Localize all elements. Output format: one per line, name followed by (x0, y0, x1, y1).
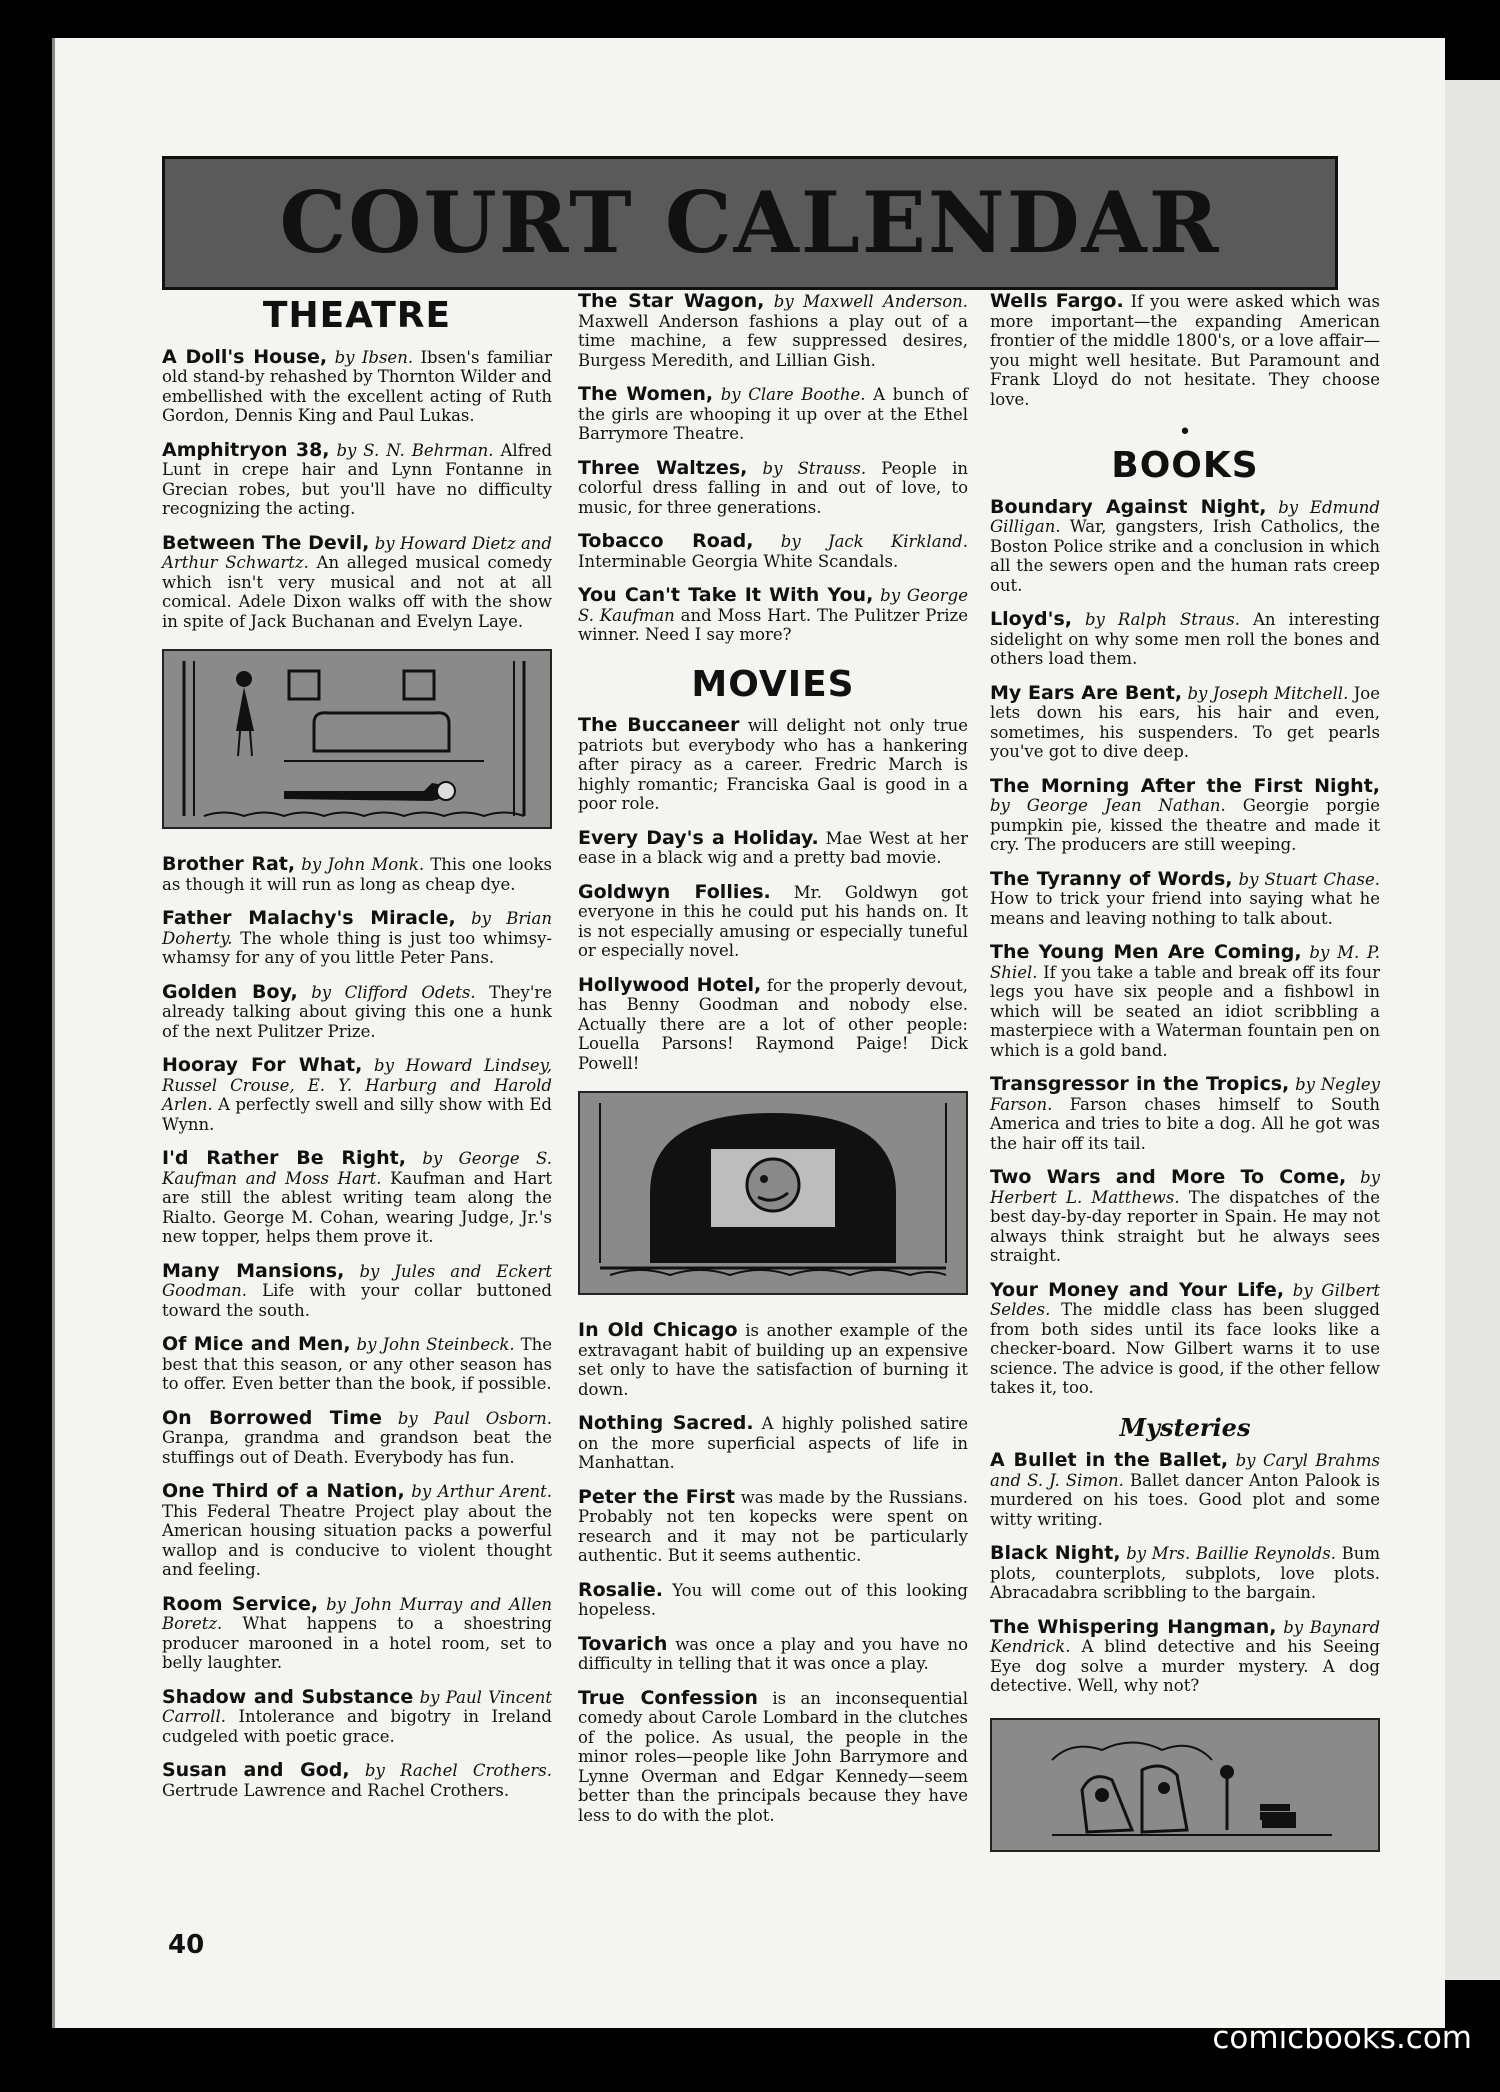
review-title: Shadow and Substance (162, 1685, 414, 1708)
review-entry (578, 1632, 969, 1674)
movies-list-c (990, 292, 1380, 409)
review-text: Ballet dancer Anton Palook is murdered on his toes. Good plot and some witty writing. (990, 1470, 1380, 1529)
review-title: Your Money and Your Life, (990, 1278, 1285, 1301)
review-author: by Ibsen. (334, 347, 414, 367)
review-author: by Paul Vincent Carroll. (162, 1687, 552, 1726)
mysteries-illustration (990, 1718, 1380, 1852)
review-title: In Old Chicago (578, 1319, 738, 1341)
review-entry (578, 1686, 968, 1826)
column-3 (990, 292, 1380, 1878)
review-title: Tovarich (578, 1632, 668, 1655)
review-title: On Borrowed Time (162, 1406, 382, 1429)
review-text: Bum plots, counterplots, subplots, love plots. Abracadabra scribbling to the bargain. (990, 1544, 1380, 1602)
theatre-list-c (578, 292, 968, 645)
review-text: Granpa, grandma and grandson beat the stuffings out of Death. Everybody has fun. (162, 1428, 552, 1467)
court-calendar-banner (162, 156, 1338, 290)
theatre-list-a (162, 345, 553, 632)
review-title: The Young Men Are Coming, (990, 941, 1302, 963)
next-page-edge (1445, 80, 1500, 1980)
movies-list-b (578, 1321, 968, 1825)
mysteries-list (990, 1451, 1380, 1696)
review-title: My Ears Are Bent, (990, 681, 1183, 704)
review-text: and Moss Hart. The Pulitzer Prize winner. Need I say more? (578, 605, 968, 644)
review-text: A highly polished satire on the more superficial aspects of life in Manhattan. (578, 1414, 968, 1472)
review-text: An alleged musical comedy which isn't very musical and not at all comical. Adele Dixon walks off with the show in spite of Jack Buchanan and Evelyn Laye. (162, 553, 552, 631)
review-title: The Star Wagon, (578, 290, 765, 312)
review-text: The dispatches of the best day-by-day reporter in Spain. He may not always think straight but he always sees straight. (990, 1187, 1380, 1265)
review-title: Two Wars and More To Come, (990, 1166, 1347, 1188)
review-title: Peter the First (578, 1485, 735, 1508)
page-number: 40 (168, 1930, 205, 1960)
review-author: by Jules and Eckert Goodman. (162, 1261, 552, 1300)
review-author: by John Monk. (301, 855, 425, 874)
review-author: by Herbert L. Matthews. (990, 1168, 1381, 1207)
review-title: Every Day's a Holiday. (578, 826, 819, 849)
review-title: Father Malachy's Miracle, (162, 907, 456, 929)
review-title: Golden Boy, (162, 980, 298, 1003)
movies-list-a (578, 716, 968, 1073)
review-author: by Paul Osborn. (397, 1408, 553, 1428)
review-entry (162, 1685, 552, 1747)
review-text: Farson chases himself to South America and tries to bite a dog. All he got was the hair off its tail. (990, 1094, 1380, 1153)
review-entry (578, 532, 968, 571)
theatre-illustration (162, 649, 552, 829)
review-author: by Mrs. Baillie Reynolds. (1126, 1544, 1336, 1563)
review-title: Goldwyn Follies. (578, 880, 771, 903)
review-text: A perfectly swell and silly show with Ed Wynn. (162, 1095, 552, 1134)
review-entry (578, 1578, 968, 1620)
review-title: Tobacco Road, (578, 530, 754, 552)
review-entry (990, 610, 1380, 669)
review-author: by Ralph Straus. (1085, 610, 1240, 629)
review-text: Intolerance and bigotry in Ireland cudgeled with poetic grace. (162, 1707, 552, 1746)
review-title: Susan and God, (162, 1759, 350, 1781)
review-author: by Edmund Gilligan. (990, 497, 1380, 536)
review-text: People in colorful dress falling in and out of love, to music, for three generations. (578, 458, 969, 517)
movie-theater-drawing (580, 1093, 966, 1293)
review-title: Hollywood Hotel, (578, 973, 762, 996)
review-text: for the properly devout, has Benny Goodman and nobody else. Actually there are a lot of other people: Louella Parsons! Raymond Paige! Dick Powell! (578, 975, 968, 1073)
review-title: Boundary Against Night, (990, 495, 1267, 518)
review-text: Life with your collar buttoned toward the south. (162, 1281, 552, 1320)
review-title: The Women, (578, 383, 714, 405)
review-entry (990, 1075, 1380, 1153)
review-title: Amphitryon 38, (162, 438, 330, 461)
review-text: Georgie porgie pumpkin pie, kissed the theatre and made it cry. The producers are still weeping. (990, 796, 1381, 854)
review-text: This Federal Theatre Project play about the American housing situation packs a powerful wallop and is conducive to violent thought and feeling. (162, 1501, 552, 1579)
review-entry (990, 943, 1380, 1060)
review-author: by S. N. Behrman. (336, 440, 494, 460)
review-author: by Strauss. (762, 458, 867, 478)
review-entry (162, 1482, 552, 1580)
review-entry (162, 438, 553, 519)
review-title: I'd Rather Be Right, (162, 1147, 406, 1169)
books-heading: BOOKS (1111, 445, 1259, 486)
review-entry (990, 681, 1381, 762)
review-text: How to trick your friend into saying what he means and leaving nothing to talk about. (990, 889, 1380, 928)
review-author: by Jack Kirkland. (780, 532, 968, 551)
review-text: If you take a table and break off its four legs you have six people and a fishbowl in which will be seated an idiot scribbling a masterpiece with a Waterman fountain pen on which is a gold band. (990, 962, 1380, 1060)
review-title: Room Service, (162, 1592, 319, 1615)
review-author: by Joseph Mitchell. (1187, 683, 1349, 703)
review-text: The best that this season, or any other season has to offer. Even better than the book, if possible. (162, 1335, 552, 1393)
review-entry (990, 774, 1381, 855)
review-entry (162, 1406, 553, 1468)
review-entry (990, 867, 1381, 929)
review-title: Rosalie. (578, 1578, 663, 1601)
review-title: Lloyd's, (990, 608, 1073, 630)
review-entry (578, 456, 969, 518)
review-entry (990, 292, 1380, 409)
books-list (990, 495, 1381, 1398)
review-author: by George S. Kaufman and Moss Hart. (162, 1149, 552, 1188)
review-author: by Maxwell Anderson. (773, 292, 968, 311)
review-text: An interesting sidelight on why some men roll the bones and others load them. (990, 610, 1380, 668)
review-title: You Can't Take It With You, (578, 584, 874, 606)
review-title: A Bullet in the Ballet, (990, 1449, 1229, 1471)
review-author: by Baynard Kendrick. (990, 1617, 1381, 1656)
review-title: True Confession (578, 1686, 758, 1709)
theatre-heading: THEATRE (262, 295, 452, 336)
review-author: by George S. Kaufman (578, 586, 968, 625)
review-author: by Stuart Chase. (1238, 869, 1381, 889)
review-author: by John Murray and Allen Boretz. (162, 1594, 553, 1633)
living-room-drawing (164, 651, 550, 827)
column-2 (578, 292, 968, 1840)
review-text: Gertrude Lawrence and Rachel Crothers. (162, 1780, 510, 1800)
review-entry (162, 909, 552, 968)
review-text: is an inconsequential comedy about Carole Lombard in the clutches of the police. As usual, the people in the minor roles—people like John Barrymore and Lynne Overman and Edgar Kennedy—seem better than the principals because they have less to do with the plot. (578, 1688, 968, 1825)
movies-heading: MOVIES (691, 663, 855, 705)
review-author: by Howard Dietz and Arthur Schwartz. (162, 533, 552, 572)
review-title: The Whispering Hangman, (990, 1615, 1277, 1638)
review-text: War, gangsters, Irish Catholics, the Boston Police strike and a conclusion in which all the sewers open and the human rats creep out. (990, 517, 1381, 595)
review-entry (578, 1414, 968, 1473)
review-entry (990, 1451, 1380, 1529)
review-text: Ibsen's familiar old stand-by rehashed by Thornton Wilder and embellished with the excellent acting of Ruth Gordon, Dennis King and Paul Lukas. (162, 347, 552, 425)
review-author: by Howard Lindsey, Russel Crouse, E. Y. Harburg and Harold Arlen. (162, 1056, 553, 1114)
review-text: Mae West at her ease in a black wig and a pretty bad movie. (578, 828, 968, 867)
review-author: by Rachel Crothers. (364, 1761, 552, 1780)
review-text: Interminable Georgia White Scandals. (578, 551, 899, 571)
review-text: Maxwell Anderson fashions a play out of a time machine, a few suppressed desires, Burgess Meredith, and Lillian Gish. (578, 311, 968, 370)
review-text: Joe lets down his ears, his hair and even, sometimes, his suspenders. To get pearls you've got to dive deep. (990, 683, 1381, 761)
theatre-list-b (162, 855, 552, 1800)
review-entry (990, 1615, 1381, 1696)
review-entry (990, 1168, 1380, 1266)
review-entry (162, 1056, 552, 1134)
review-title: Transgressor in the Tropics, (990, 1073, 1290, 1095)
review-text: is another example of the extravagant habit of building up an expensive set only to have the satisfaction of burning it down. (578, 1321, 968, 1399)
review-entry (578, 586, 968, 645)
review-entry (162, 1335, 552, 1394)
review-text: What happens to a shoestring producer marooned in a hotel room, set to belly laughter. (162, 1614, 552, 1672)
review-text: Kaufman and Hart are still the ablest writing team along the Rialto. George M. Cohan, wearing Judge, Jr.'s new topper, helps them prove it. (162, 1168, 552, 1246)
review-text: will delight not only true patriots but everybody who has a hankering after piracy as a career. Fredric March is highly romantic; Franciska Gaal is good in a poor role. (578, 716, 969, 813)
review-author: by George Jean Nathan. (990, 796, 1226, 815)
review-title: The Buccaneer (578, 714, 740, 736)
review-entry (578, 880, 968, 961)
review-title: Black Night, (990, 1542, 1121, 1564)
mysteries-heading: Mysteries (1119, 1412, 1251, 1442)
review-title: Nothing Sacred. (578, 1412, 754, 1434)
review-author: by M. P. Shiel. (990, 943, 1380, 982)
review-title: The Tyranny of Words, (990, 867, 1233, 890)
review-text: You will come out of this looking hopeless. (578, 1580, 968, 1619)
review-entry (162, 980, 553, 1042)
review-title: Many Mansions, (162, 1259, 345, 1282)
review-title: The Morning After the First Night, (990, 774, 1380, 797)
review-entry (162, 855, 552, 894)
review-author: by Caryl Brahms and S. J. Simon. (990, 1451, 1380, 1490)
review-author: by Gilbert Seldes. (990, 1280, 1380, 1319)
review-text: was made by the Russians. Probably not ten kopecks were spent on research and it may not be particularly authentic. But it seems authentic. (578, 1487, 968, 1565)
review-text: A blind detective and his Seeing Eye dog solve a murder mystery. A dog detective. Well, why not? (990, 1637, 1380, 1695)
review-author: by Clare Boothe. (720, 385, 866, 404)
column-1 (162, 292, 552, 1815)
review-entry (578, 716, 968, 814)
review-entry (162, 1259, 552, 1321)
review-text: A bunch of the girls are whooping it up over at the Ethel Barrymore Theatre. (578, 385, 969, 443)
review-entry (162, 1592, 553, 1673)
review-title: Wells Fargo. (990, 290, 1124, 312)
detective-dog-drawing (992, 1720, 1378, 1850)
review-entry (162, 1149, 552, 1247)
review-entry (990, 1544, 1380, 1603)
review-text: The whole thing is just too whimsy-whamsy for any of you little Peter Pans. (162, 928, 552, 967)
movies-illustration (578, 1091, 968, 1295)
review-entry (578, 826, 968, 868)
watermark: comicbooks.com (1212, 2020, 1472, 2056)
review-entry (162, 345, 552, 426)
review-entry (578, 385, 968, 444)
review-author: by Arthur Arent. (411, 1482, 553, 1501)
review-text: They're already talking about giving this one a hunk of the next Pulitzer Prize. (162, 982, 553, 1041)
review-author: by Brian Doherty. (162, 909, 552, 948)
banner-title: COURT CALENDAR (279, 173, 1221, 272)
review-entry (990, 1278, 1380, 1398)
review-author: by Clifford Odets. (311, 982, 476, 1002)
review-text: This one looks as though it will run as long as cheap dye. (162, 855, 552, 894)
review-entry (162, 1761, 552, 1800)
review-title: Hooray For What, (162, 1054, 363, 1076)
review-text: Mr. Goldwyn got everyone in this he could put his hands on. It is not especially amusing or especially tuneful or especially novel. (578, 882, 968, 960)
review-text: If you were asked which was more important—the expanding American frontier of the middle 1800's, or a love affair—you might well hesitate. But Paramount and Frank Lloyd do not hesitate. They choose love. (990, 292, 1380, 409)
review-title: Brother Rat, (162, 853, 296, 875)
review-author: by John Steinbeck. (356, 1335, 515, 1354)
review-title: One Third of a Nation, (162, 1480, 405, 1502)
review-text: Alfred Lunt in crepe hair and Lynn Fontanne in Grecian robes, but you'll have no difficulty recognizing the acting. (162, 440, 553, 518)
review-author: by Negley Farson. (990, 1075, 1380, 1114)
review-title: Of Mice and Men, (162, 1333, 351, 1355)
review-text: The middle class has been slugged from both sides until its face looks like a checker-board. Now Gilbert warns it to use science. The advice is good, if the other fellow takes it, too. (990, 1300, 1380, 1397)
separator-dot: • (1178, 420, 1192, 445)
review-entry (990, 495, 1381, 596)
review-entry (578, 1485, 968, 1566)
review-text: was once a play and you have no difficulty in telling that it was once a play. (578, 1634, 969, 1673)
review-entry (578, 292, 968, 370)
review-entry (578, 973, 968, 1074)
review-title: Between The Devil, (162, 531, 370, 554)
review-entry (578, 1321, 968, 1399)
review-title: Three Waltzes, (578, 456, 748, 479)
review-entry (162, 531, 552, 632)
review-title: A Doll's House, (162, 345, 328, 368)
